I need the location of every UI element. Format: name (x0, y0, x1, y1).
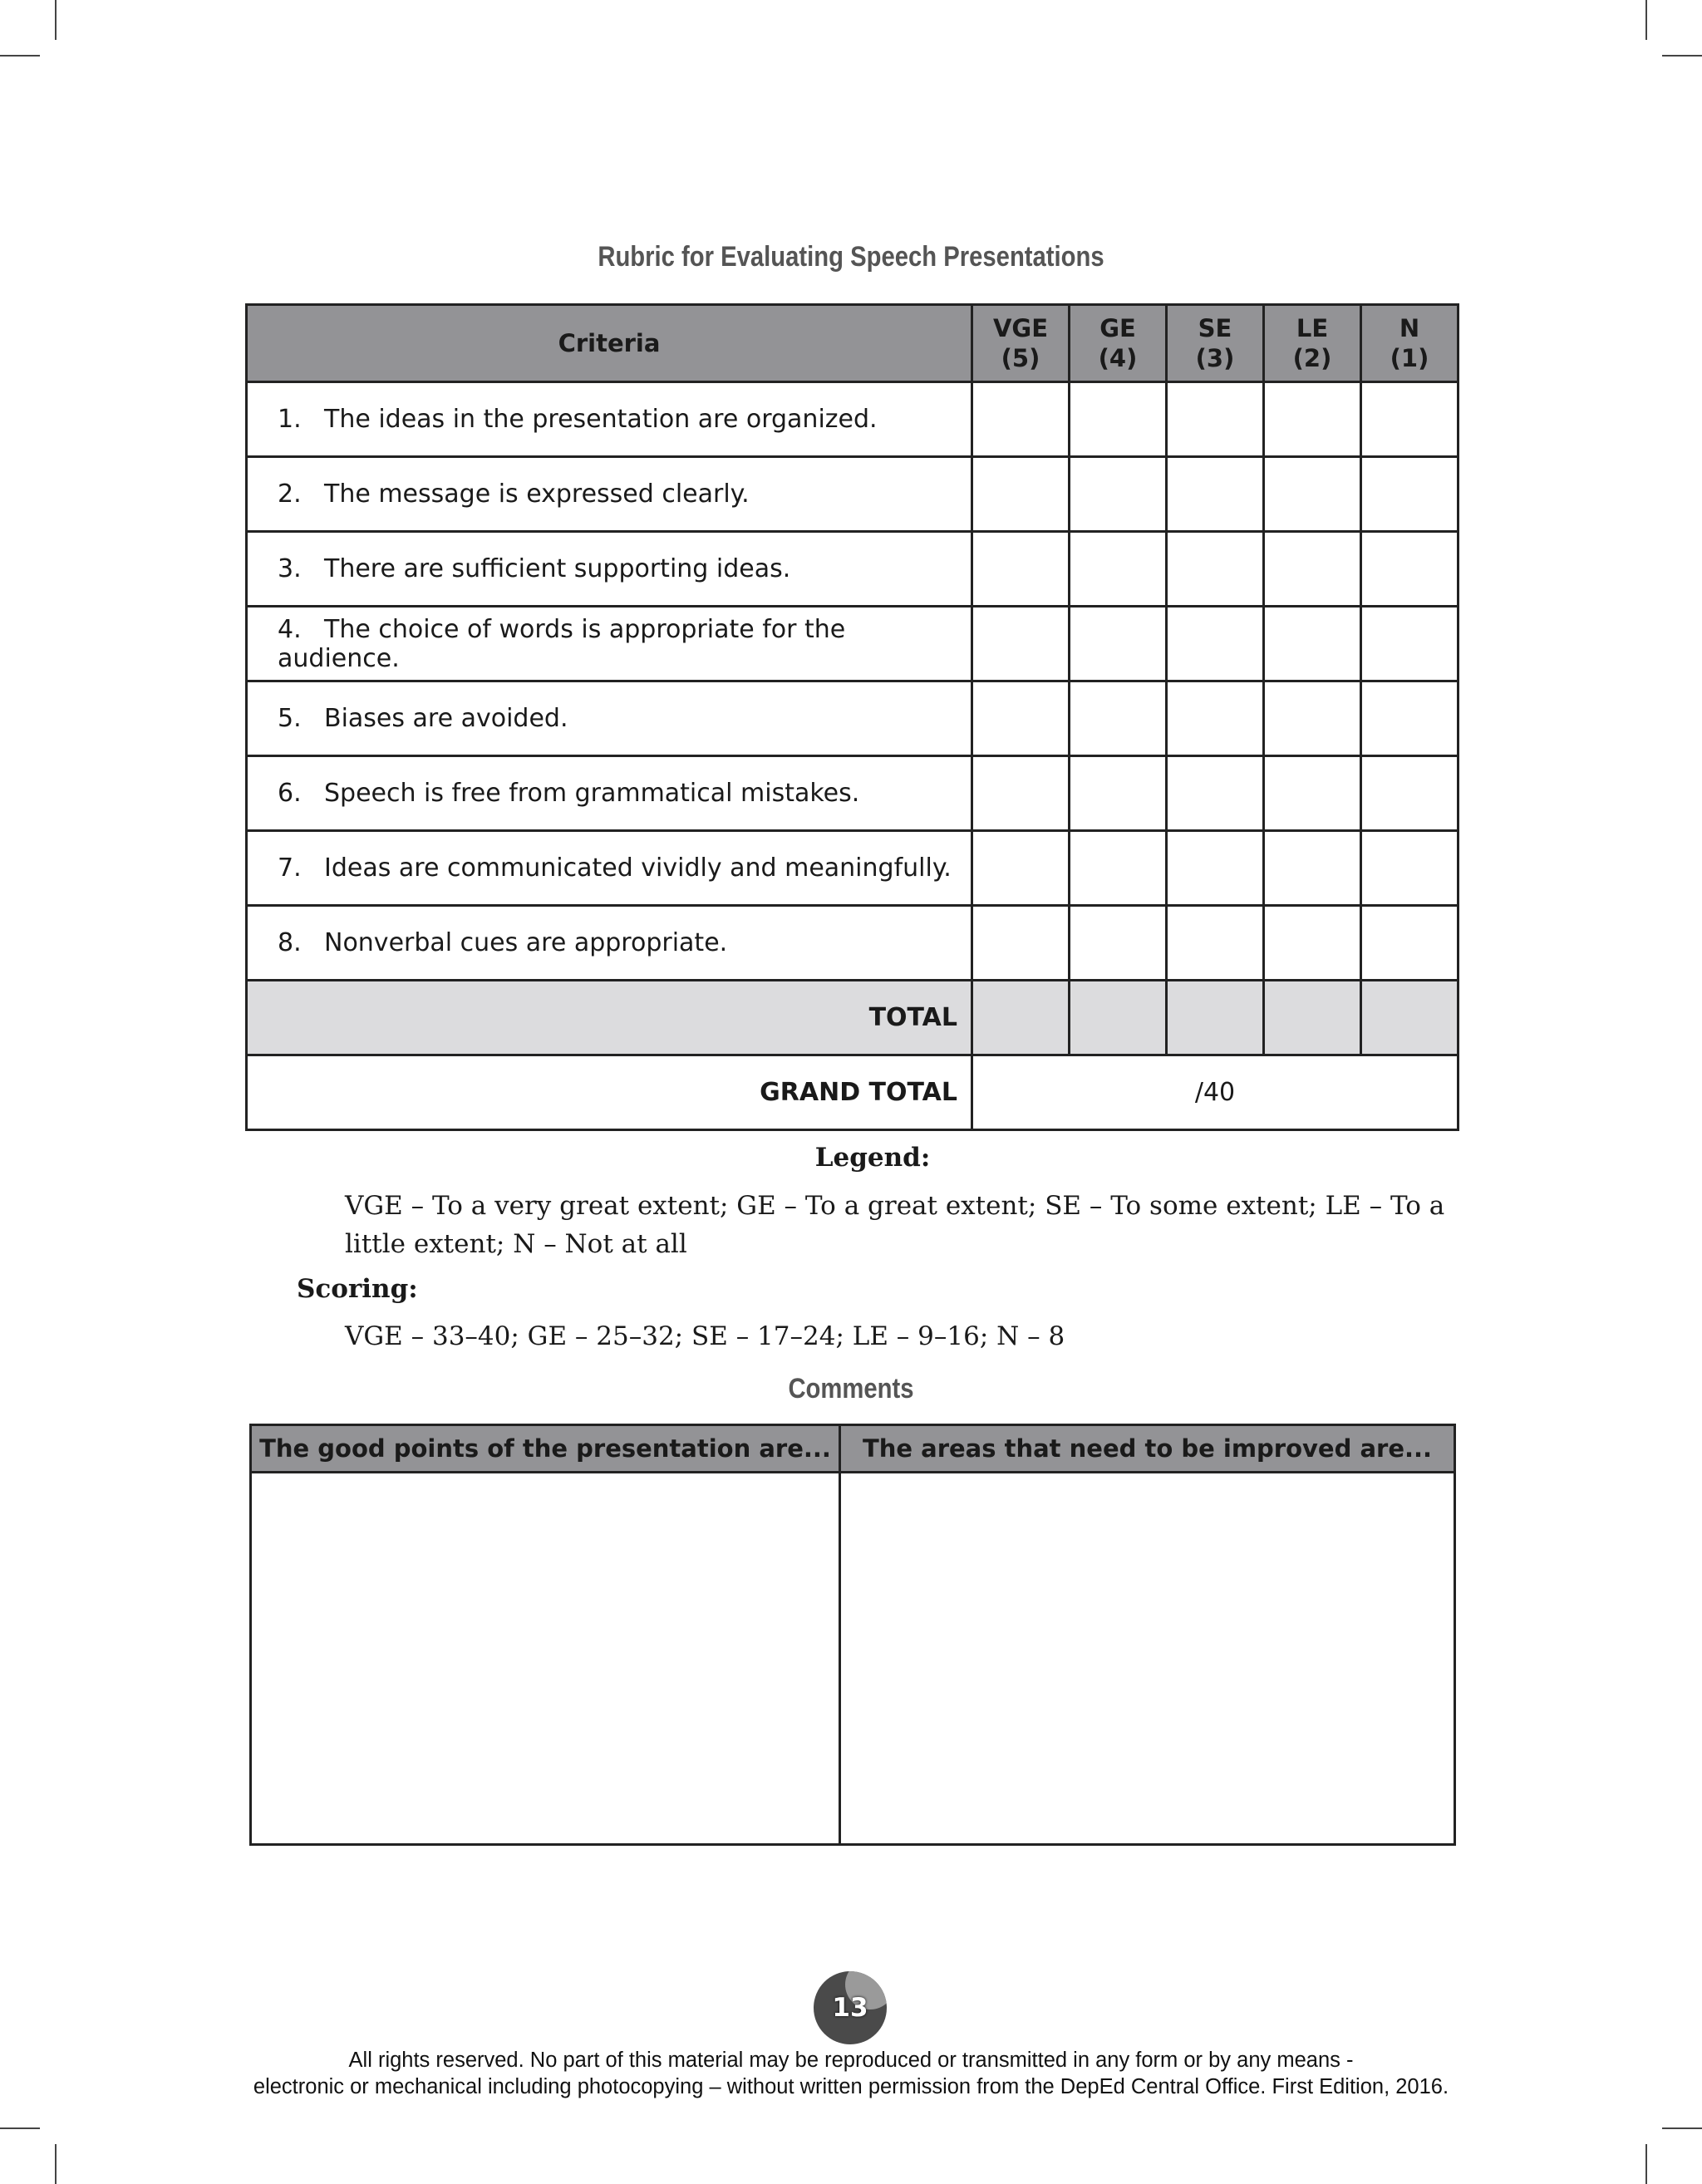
crop-mark (1662, 55, 1702, 57)
total-cell[interactable] (1167, 981, 1264, 1055)
crop-mark (0, 55, 40, 57)
crop-mark (0, 2127, 40, 2129)
rating-cell[interactable] (1264, 457, 1361, 532)
criterion-cell: 7. Ideas are communicated vividly and meaningfully. (247, 831, 972, 906)
rating-cell[interactable] (1167, 831, 1264, 906)
criterion-cell: 1. The ideas in the presentation are organized. (247, 382, 972, 457)
total-cell[interactable] (1070, 981, 1167, 1055)
rating-cell[interactable] (1264, 756, 1361, 831)
rating-header-vge: VGE (5) (972, 305, 1070, 382)
rating-cell[interactable] (1167, 532, 1264, 607)
good-points-header: The good points of the presentation are... (251, 1425, 840, 1473)
rating-header-le: LE (2) (1264, 305, 1361, 382)
rating-cell[interactable] (972, 831, 1070, 906)
rating-cell[interactable] (1070, 831, 1167, 906)
total-cell[interactable] (1361, 981, 1459, 1055)
total-cell[interactable] (1264, 981, 1361, 1055)
rating-cell[interactable] (1361, 532, 1459, 607)
criterion-cell: 5. Biases are avoided. (247, 681, 972, 756)
criterion-cell: 2. The message is expressed clearly. (247, 457, 972, 532)
rating-cell[interactable] (1264, 382, 1361, 457)
rating-cell[interactable] (972, 457, 1070, 532)
rubric-header-row (247, 305, 1459, 382)
improvement-cell[interactable] (840, 1473, 1455, 1845)
criterion-cell: 4. The choice of words is appropriate for the audience. (247, 607, 972, 681)
rating-cell[interactable] (972, 607, 1070, 681)
rating-cell[interactable] (1070, 532, 1167, 607)
rating-cell[interactable] (1070, 681, 1167, 756)
legend-text: VGE – To a very great extent; GE – To a great extent; SE – To some extent; LE – To a little extent; N – Not at all (345, 1191, 1445, 1259)
rating-cell[interactable] (1264, 681, 1361, 756)
total-label: TOTAL (247, 981, 972, 1055)
rating-cell[interactable] (972, 906, 1070, 981)
grand-total-value[interactable]: /40 (972, 1055, 1459, 1130)
crop-mark (1645, 2144, 1647, 2184)
rating-cell[interactable] (1361, 681, 1459, 756)
rating-cell[interactable] (1361, 906, 1459, 981)
scoring-text: VGE – 33–40; GE – 25–32; SE – 17–24; LE – 9–16; N – 8 (345, 1321, 1065, 1351)
crop-mark (1662, 2127, 1702, 2129)
rating-cell[interactable] (972, 382, 1070, 457)
rating-cell[interactable] (1167, 382, 1264, 457)
grand-total-row (247, 1055, 1459, 1130)
rating-cell[interactable] (1167, 457, 1264, 532)
criteria-row (247, 607, 1459, 681)
rating-cell[interactable] (1070, 457, 1167, 532)
criterion-cell: 6. Speech is free from grammatical mistakes. (247, 756, 972, 831)
page-number-badge (814, 1971, 887, 2044)
rating-header-se: SE (3) (1167, 305, 1264, 382)
rating-cell[interactable] (1361, 457, 1459, 532)
comments-body-row (251, 1473, 1455, 1845)
crop-mark (55, 2144, 57, 2184)
footer-line-2: electronic or mechanical including photocopying – without written permission from the DepEd Central Office. First Edition, 2016. (253, 2075, 1449, 2098)
page-number: 13 (832, 1993, 868, 2023)
rating-cell[interactable] (1167, 607, 1264, 681)
comments-table (249, 1424, 1456, 1846)
criteria-header: Criteria (247, 305, 972, 382)
rating-cell[interactable] (1070, 607, 1167, 681)
good-points-cell[interactable] (251, 1473, 840, 1845)
criteria-row (247, 532, 1459, 607)
crop-mark (1645, 0, 1647, 40)
criteria-row (247, 906, 1459, 981)
rating-cell[interactable] (1264, 607, 1361, 681)
total-cell[interactable] (972, 981, 1070, 1055)
criterion-cell: 3. There are sufficient supporting ideas. (247, 532, 972, 607)
rating-cell[interactable] (1167, 756, 1264, 831)
improvement-header: The areas that need to be improved are... (840, 1425, 1455, 1473)
criteria-row (247, 457, 1459, 532)
rating-cell[interactable] (972, 532, 1070, 607)
criteria-row (247, 681, 1459, 756)
rating-cell[interactable] (1167, 906, 1264, 981)
rating-cell[interactable] (1070, 382, 1167, 457)
rating-cell[interactable] (1264, 906, 1361, 981)
rating-cell[interactable] (972, 681, 1070, 756)
criteria-row (247, 756, 1459, 831)
rating-cell[interactable] (1264, 831, 1361, 906)
crop-mark (55, 0, 57, 40)
footer-line-1: All rights reserved. No part of this material may be reproduced or transmitted in any form or by any means - (348, 2049, 1354, 2072)
rating-cell[interactable] (1167, 681, 1264, 756)
scoring-heading: Scoring: (297, 1274, 418, 1304)
legend-heading: Legend: (814, 1143, 931, 1173)
criterion-cell: 8. Nonverbal cues are appropriate. (247, 906, 972, 981)
rating-cell[interactable] (972, 756, 1070, 831)
rating-cell[interactable] (1264, 532, 1361, 607)
rating-cell[interactable] (1361, 607, 1459, 681)
rating-cell[interactable] (1361, 831, 1459, 906)
criteria-row (247, 382, 1459, 457)
total-row (247, 981, 1459, 1055)
criteria-row (247, 831, 1459, 906)
comments-title: Comments (788, 1373, 914, 1404)
copyright-footer (0, 2047, 1702, 2100)
rating-cell[interactable] (1070, 906, 1167, 981)
rating-cell[interactable] (1070, 756, 1167, 831)
comments-header-row (251, 1425, 1455, 1473)
rubric-table (245, 303, 1459, 1131)
grand-total-label: GRAND TOTAL (247, 1055, 972, 1130)
rating-cell[interactable] (1361, 756, 1459, 831)
rating-header-ge: GE (4) (1070, 305, 1167, 382)
page-title: Rubric for Evaluating Speech Presentations (598, 241, 1104, 273)
rating-cell[interactable] (1361, 382, 1459, 457)
rating-header-n: N (1) (1361, 305, 1459, 382)
